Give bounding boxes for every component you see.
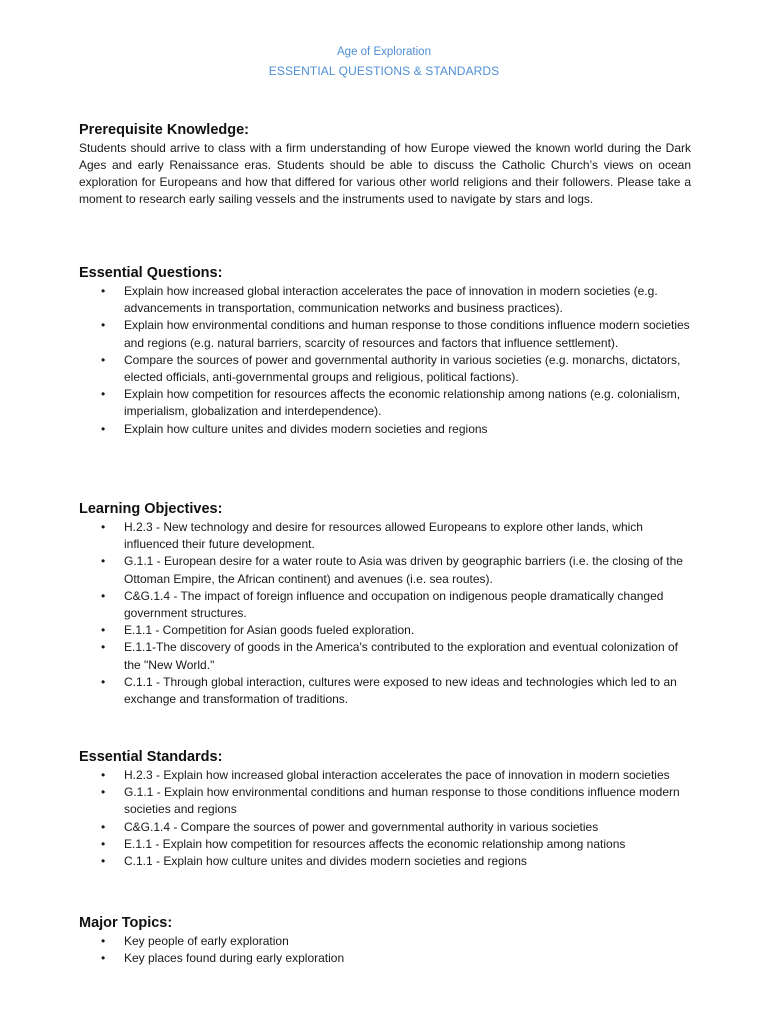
prerequisite-section (79, 121, 691, 208)
bullet-icon: • (101, 640, 106, 655)
bullet-icon: • (101, 421, 106, 436)
list-item-text: H.2.3 - New technology and desire for resources allowed Europeans to explore other lands, which influenced their future development. (124, 520, 643, 552)
list-item-text: E.1.1 - Explain how competition for resources affects the economic relationship among nations (124, 836, 626, 851)
list-item (79, 950, 691, 967)
bullet-icon: • (101, 352, 106, 367)
major-topics-list (79, 933, 691, 967)
list-item-text: Key places found during early exploration (124, 951, 345, 966)
essential-standards-heading: Essential Standards: (79, 749, 223, 765)
bullet-icon: • (101, 387, 106, 402)
bullet-icon: • (101, 318, 106, 333)
major-topics-section (79, 914, 691, 967)
list-item-text: E.1.1 - Competition for Asian goods fueled exploration. (124, 623, 415, 638)
list-item-text: C.1.1 - Explain how culture unites and divides modern societies and regions (124, 854, 527, 869)
list-item-text: Key people of early exploration (124, 934, 289, 948)
list-item (79, 819, 691, 836)
list-item (79, 836, 691, 853)
list-item-text: G.1.1 - Explain how environmental conditions and human response to those conditions influence modern societies and regions (124, 785, 680, 817)
list-item (79, 386, 691, 420)
prerequisite-heading: Prerequisite Knowledge: (79, 122, 250, 138)
bullet-icon: • (101, 554, 106, 569)
list-item-text: Compare the sources of power and governmental authority in various societies (e.g. monarchs, dictators, elected officials, anti-governmental groups and religious, political factions). (124, 352, 681, 385)
essential-questions-section (79, 264, 691, 438)
essential-standards-section (79, 748, 691, 870)
learning-objectives-list (79, 519, 691, 708)
list-item (79, 317, 691, 351)
list-item (79, 674, 691, 708)
list-item (79, 519, 691, 553)
list-item-text: Explain how increased global interaction accelerates the pace of innovation in modern societies (e.g. advancements in transportation, communication networks and business practices). (124, 284, 658, 316)
list-item-text: E.1.1-The discovery of goods in the America's contributed to the exploration and eventual colonization of the "New World." (124, 640, 678, 672)
bullet-icon: • (101, 623, 106, 638)
list-item-text: Explain how culture unites and divides modern societies and regions (124, 421, 488, 436)
list-item (79, 352, 691, 386)
list-item-text: G.1.1 - European desire for a water route to Asia was driven by geographic barriers (i.e. the closing of the Ottoman Empire, the African continent) and avenues (i.e. sea routes). (124, 554, 683, 586)
document-title: ESSENTIAL QUESTIONS & STANDARDS (268, 64, 500, 78)
list-item-text: C.1.1 - Through global interaction, cultures were exposed to new ideas and technologies which led to an exchange and transformation of traditions. (124, 674, 677, 707)
essential-questions-heading: Essential Questions: (79, 265, 223, 281)
list-item (79, 853, 691, 870)
list-item (79, 553, 691, 587)
list-item (79, 784, 691, 818)
bullet-icon: • (101, 934, 106, 948)
bullet-icon: • (101, 951, 106, 966)
learning-objectives-section (79, 500, 691, 708)
list-item-text: Explain how environmental conditions and human response to those conditions influence modern societies and regions (e.g. natural barriers, scarcity of resources and factors that influence settlement). (124, 318, 690, 350)
list-item (79, 933, 691, 950)
prerequisite-text: Students should arrive to class with a firm understanding of how Europe viewed the known world during the Dark Ages and early Renaissance eras. Students should be able to discuss the Catholic Church’s views on ocean exploration for Europeans and how that differed for various other world religions and their followers. Please take a moment to research early sailing vessels and the instruments used to navigate by stars and logs. (79, 141, 691, 206)
bullet-icon: • (101, 819, 106, 834)
major-topics-heading: Major Topics: (79, 915, 173, 931)
list-item-text: Explain how competition for resources affects the economic relationship among nations (e.g. colonialism, imperialism, globalization and interdependence). (124, 387, 681, 419)
list-item-text: C&G.1.4 - The impact of foreign influence and occupation on indigenous people dramatically changed government structures. (124, 588, 664, 621)
bullet-icon: • (101, 768, 106, 782)
bullet-icon: • (101, 674, 106, 689)
list-item-text: H.2.3 - Explain how increased global interaction accelerates the pace of innovation in modern societies (124, 768, 670, 782)
list-item (79, 622, 691, 639)
list-item (79, 767, 691, 784)
essential-standards-list (79, 767, 691, 870)
bullet-icon: • (101, 854, 106, 869)
list-item-text: C&G.1.4 - Compare the sources of power and governmental authority in various societies (124, 819, 599, 834)
list-item (79, 639, 691, 673)
list-item (79, 421, 691, 438)
bullet-icon: • (101, 588, 106, 603)
bullet-icon: • (101, 520, 106, 534)
bullet-icon: • (101, 785, 106, 800)
bullet-icon: • (101, 284, 106, 298)
list-item (79, 283, 691, 317)
essential-questions-list (79, 283, 691, 438)
bullet-icon: • (101, 836, 106, 851)
learning-objectives-heading: Learning Objectives: (79, 501, 223, 517)
document-subtitle: Age of Exploration (337, 46, 431, 58)
list-item (79, 588, 691, 622)
